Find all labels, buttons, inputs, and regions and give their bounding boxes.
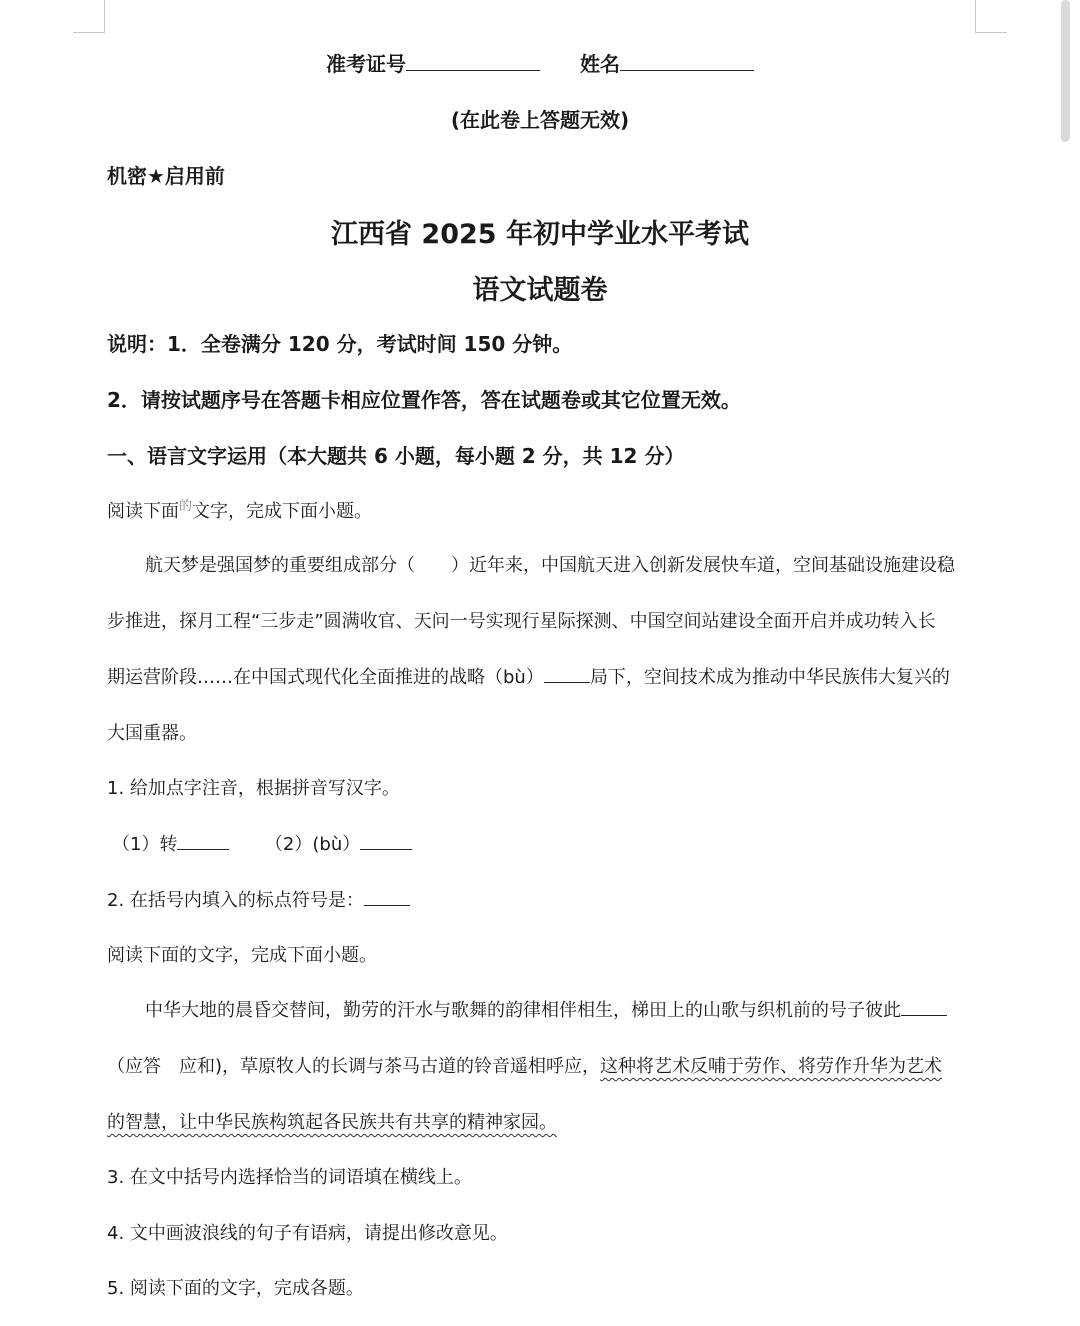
name-blank bbox=[620, 50, 754, 71]
passage1-segment: 局下，空间技术成为推动中华民族伟大复兴的 bbox=[589, 667, 950, 688]
q3-blank bbox=[901, 997, 947, 1016]
question-2-text: 2. 在括号内填入的标点符号是： bbox=[107, 890, 364, 911]
passage1-line: 航天梦是强国梦的重要组成部分（ ）近年来，中国航天进入创新发展快车道，空间基础设施建设稳 bbox=[145, 555, 955, 576]
scrollbar[interactable] bbox=[1056, 0, 1080, 1326]
instruction-1: 说明：1．全卷满分 120 分，考试时间 150 分钟。 bbox=[107, 332, 573, 356]
question-3: 3. 在文中括号内选择恰当的词语填在横线上。 bbox=[107, 1167, 472, 1188]
question-2 bbox=[107, 886, 410, 912]
instruction-2: 2．请按试题序号在答题卡相应位置作答，答在试题卷或其它位置无效。 bbox=[107, 388, 741, 412]
passage1-segment: 期运营阶段……在中国式现代化全面推进的战略（bù） bbox=[107, 667, 544, 688]
q1-part-2: （2）(bù） bbox=[264, 834, 361, 855]
passage1-line bbox=[107, 663, 950, 689]
passage2-line bbox=[107, 1052, 942, 1078]
passage2-segment: 中华大地的晨昏交替间，勤劳的汗水与歌舞的韵律相伴相生，梯田上的山歌与织机前的号子彼此 bbox=[145, 1000, 901, 1021]
passage2-segment: （应答 应和)，草原牧人的长调与茶马古道的铃音遥相呼应， bbox=[107, 1056, 601, 1077]
page-corner-mark-right bbox=[975, 0, 1007, 33]
q1-blank-1 bbox=[177, 831, 229, 850]
page-title: 江西省 2025 年初中学业水平考试 bbox=[331, 219, 749, 250]
name-label: 姓名 bbox=[579, 52, 620, 76]
passage1-line: 大国重器。 bbox=[107, 723, 197, 744]
section-heading: 一、语言文字运用（本大题共 6 小题，每小题 2 分，共 12 分） bbox=[107, 444, 685, 468]
wavy-sentence: 的智慧，让中华民族构筑起各民族共有共享的精神家园。 bbox=[107, 1112, 557, 1133]
exam-id-label: 准考证号 bbox=[326, 52, 407, 76]
question-1-parts bbox=[112, 830, 412, 856]
wavy-sentence: 这种将艺术反哺于劳作、将劳作升华为艺术 bbox=[600, 1056, 943, 1077]
passage2-line bbox=[107, 1108, 557, 1134]
intro-text-a: 阅读下面 bbox=[107, 501, 179, 522]
exam-id-blank bbox=[406, 50, 540, 71]
bu-blank bbox=[544, 664, 590, 683]
q2-blank bbox=[364, 887, 410, 906]
q1-part-1: （1）转 bbox=[112, 834, 178, 855]
page-subtitle: 语文试题卷 bbox=[472, 275, 608, 306]
invalid-note: (在此卷上答题无效) bbox=[450, 108, 630, 132]
question-4: 4. 文中画波浪线的句子有语病，请提出修改意见。 bbox=[107, 1223, 508, 1244]
intro-text-b: 文字，完成下面小题。 bbox=[192, 501, 373, 522]
passage2-line bbox=[145, 996, 947, 1022]
exam-header bbox=[0, 48, 1080, 77]
question-1: 1. 给加点字注音，根据拼音写汉字。 bbox=[107, 778, 400, 799]
intro-sup: 的 bbox=[179, 499, 193, 514]
q1-blank-2 bbox=[360, 831, 412, 850]
page-corner-mark-left bbox=[73, 0, 105, 33]
reading-intro-2: 阅读下面的文字，完成下面小题。 bbox=[107, 945, 377, 966]
passage1-line: 步推进，探月工程“三步走”圆满收官、天问一号实现行星际探测、中国空间站建设全面开启并成功转入长 bbox=[107, 611, 936, 632]
secret-mark: 机密★启用前 bbox=[107, 164, 225, 188]
reading-intro-1 bbox=[107, 497, 372, 523]
question-5: 5. 阅读下面的文字，完成各题。 bbox=[107, 1278, 364, 1299]
